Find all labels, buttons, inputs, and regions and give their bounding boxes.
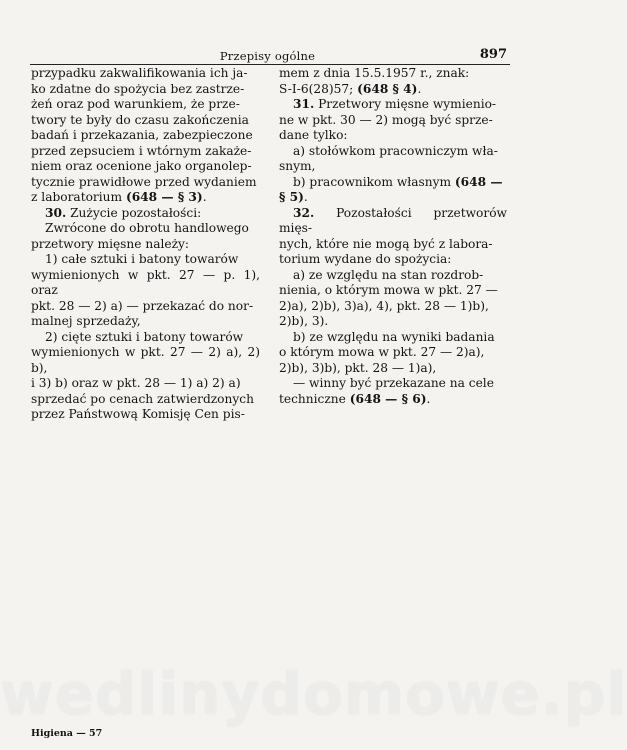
text-line — [279, 190, 507, 206]
text-line — [279, 361, 507, 377]
line-text: przypadku zakwalifikowania ich ja- — [31, 66, 248, 80]
text-line — [31, 407, 260, 423]
text-line — [31, 268, 260, 299]
text-line — [31, 82, 260, 98]
text-line — [279, 283, 507, 299]
text-line — [279, 392, 507, 408]
text-line — [279, 345, 507, 361]
text-line — [31, 206, 260, 222]
line-text: nych, które nie mogą być z labora- — [279, 236, 493, 251]
line-tail: . — [202, 190, 207, 204]
line-text: dane tylko: — [279, 128, 348, 142]
text-line — [279, 376, 507, 392]
text-line — [279, 128, 507, 144]
line-text: o którym mowa w pkt. 27 — 2)a), — [279, 345, 485, 359]
line-text: snym, — [279, 159, 316, 173]
line-text: twory te były do czasu zakończenia — [31, 112, 249, 127]
section-number: 31. — [293, 97, 315, 111]
line-text: 2) cięte sztuki i batony towarów — [45, 329, 244, 344]
line-text: przetwory mięsne należy: — [31, 236, 190, 251]
text-line — [31, 392, 260, 408]
text-line — [279, 206, 507, 237]
watermark: wedlinydomowe.pl — [0, 660, 627, 728]
text-line — [279, 237, 507, 253]
line-text: — winny być przekazane na cele — [293, 376, 494, 390]
citation: (648 § 4) — [357, 81, 418, 96]
text-line — [31, 330, 260, 346]
line-text: ne w pkt. 30 — 2) mogą być sprze- — [279, 112, 493, 127]
citation: (648 — — [454, 174, 503, 189]
text-line — [279, 252, 507, 268]
line-text: sprzedać po cenach zatwierdzonych — [31, 391, 254, 406]
line-text: S-I-6(28)57; — [279, 81, 358, 96]
text-line — [31, 190, 260, 206]
text-line — [31, 97, 260, 113]
text-line — [31, 237, 260, 253]
text-line — [279, 175, 507, 191]
text-line — [31, 175, 260, 191]
citation: (648 — § 6) — [349, 391, 427, 406]
text-line — [31, 345, 260, 376]
text-line — [279, 159, 507, 175]
text-line — [279, 82, 507, 98]
line-text: b) ze względu na wyniki badania — [293, 329, 495, 344]
text-line — [279, 144, 507, 160]
line-text: techniczne — [279, 391, 350, 406]
section-text: Zużycie pozostałości: — [66, 205, 202, 220]
text-line — [31, 66, 260, 82]
text-line — [279, 268, 507, 284]
line-text: przed zepsuciem i wtórnym zakaże- — [31, 143, 252, 158]
citation: § 5) — [279, 190, 304, 204]
line-text: a) stołówkom pracowniczym wła- — [293, 143, 498, 158]
line-text: torium wydane do spożycia: — [279, 252, 452, 266]
text-line — [31, 113, 260, 129]
line-tail: . — [303, 190, 308, 204]
text-line — [279, 299, 507, 315]
line-text: b) pracownikom własnym — [293, 174, 455, 189]
section-text: Pozostałości przetworów mięs- — [279, 205, 507, 235]
citation: (648 — § 3) — [125, 190, 203, 204]
footer-signature: Higiena — 57 — [31, 728, 103, 739]
text-line — [31, 128, 260, 144]
line-text: 2)a), 2)b), 3)a), 4), pkt. 28 — 1)b), — [279, 298, 489, 313]
line-text: malnej sprzedaży, — [31, 314, 141, 328]
text-line — [279, 113, 507, 129]
text-line — [31, 159, 260, 175]
line-text: wymienionych w pkt. 27 — p. 1), oraz — [31, 267, 260, 297]
line-text: przez Państwową Komisję Cen pis- — [31, 407, 245, 421]
line-text: mem z dnia 15.5.1957 r., znak: — [279, 66, 470, 80]
line-text: badań i przekazania, zabezpieczone — [31, 128, 253, 142]
line-text: Zwrócone do obrotu handlowego — [45, 221, 249, 235]
text-line — [31, 299, 260, 315]
text-line — [31, 314, 260, 330]
text-line — [279, 97, 507, 113]
line-text: 2)b), 3). — [279, 314, 329, 328]
line-text: 2)b), 3)b), pkt. 28 — 1)a), — [279, 360, 437, 375]
line-tail: . — [417, 81, 422, 96]
line-text: 1) całe sztuki i batony towarów — [45, 252, 239, 266]
line-text: niem oraz ocenione jako organolep- — [31, 159, 252, 173]
line-text: i 3) b) oraz w pkt. 28 — 1) a) 2) a) — [31, 376, 241, 390]
line-text: tycznie prawidłowe przed wydaniem — [31, 174, 257, 189]
line-text: wymienionych w pkt. 27 — 2) a), 2) b), — [31, 345, 260, 375]
section-number: 30. — [45, 205, 67, 220]
text-line — [279, 330, 507, 346]
text-line — [279, 314, 507, 330]
section-text: Przetwory mięsne wymienio- — [314, 97, 497, 111]
text-line — [31, 221, 260, 237]
header-rule — [30, 64, 510, 65]
line-tail: . — [426, 391, 431, 406]
line-text: nienia, o którym mowa w pkt. 27 — — [279, 283, 498, 297]
right-column — [279, 66, 507, 407]
left-column — [31, 66, 260, 423]
line-text: z laboratorium — [31, 190, 126, 204]
running-title: Przepisy ogólne — [219, 49, 316, 63]
section-number: 32. — [293, 205, 315, 220]
line-text: pkt. 28 — 2) a) — przekazać do nor- — [31, 298, 254, 313]
text-line — [31, 252, 260, 268]
line-text: ko zdatne do spożycia bez zastrze- — [31, 81, 245, 96]
text-line — [31, 376, 260, 392]
text-line — [31, 144, 260, 160]
line-text: a) ze względu na stan rozdrob- — [293, 267, 484, 282]
text-line — [279, 66, 507, 82]
page-number: 897 — [479, 47, 507, 62]
line-text: żeń oraz pod warunkiem, że prze- — [31, 97, 240, 111]
